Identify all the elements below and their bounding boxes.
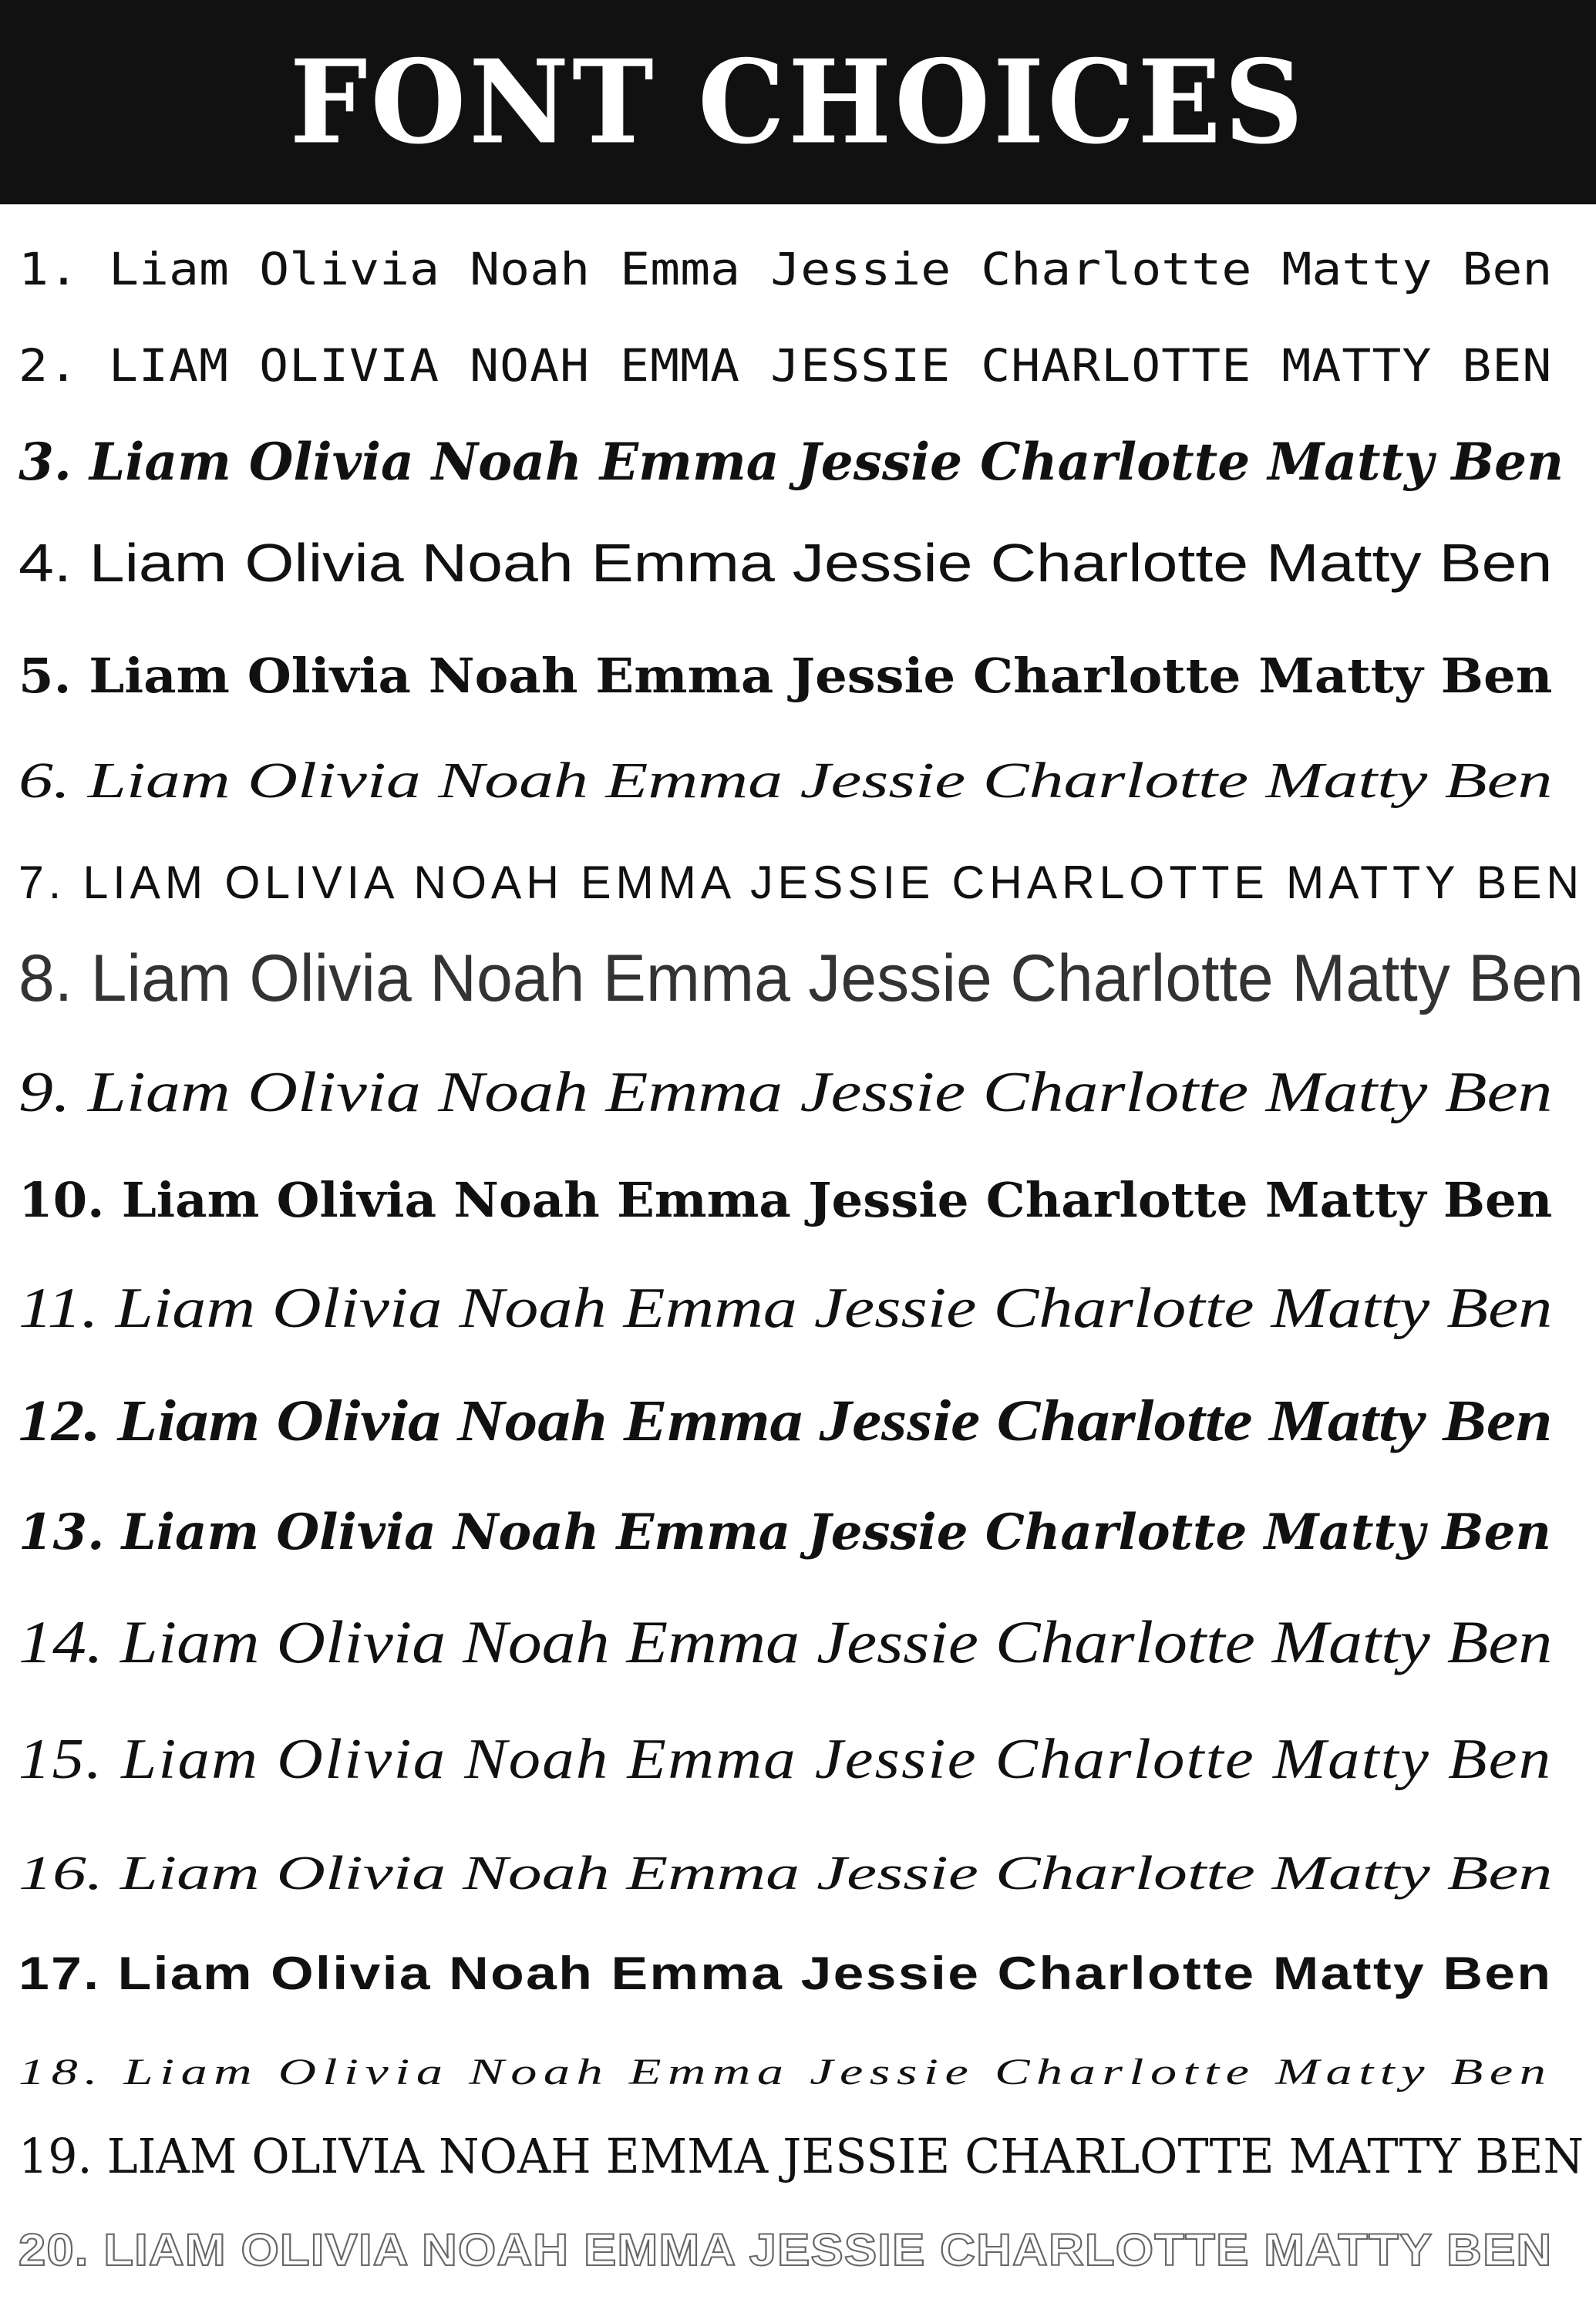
page-title: FONT CHOICES xyxy=(289,35,1307,170)
font-choice-text: 13. Liam Olivia Noah Emma Jessie Charlotte Matty Ben xyxy=(19,1503,1551,1561)
font-choices-list xyxy=(0,204,1596,2313)
font-choice-13 xyxy=(19,1503,1584,1561)
font-choice-6 xyxy=(19,752,1584,810)
font-choice-text: 1. Liam Olivia Noah Emma Jessie Charlotte Matty Ben xyxy=(19,243,1553,295)
font-choice-14 xyxy=(19,1608,1584,1677)
font-choice-text: 15. Liam Olivia Noah Emma Jessie Charlotte Matty Ben xyxy=(19,1728,1553,1791)
font-choice-11 xyxy=(19,1276,1584,1342)
font-choice-2 xyxy=(19,339,1584,392)
font-choice-text: 10. Liam Olivia Noah Emma Jessie Charlotte Matty Ben xyxy=(19,1172,1553,1228)
font-choice-text: 8. Liam Olivia Noah Emma Jessie Charlotte Matty Ben xyxy=(19,941,1584,1015)
font-choice-text: 19. LIAM OLIVIA NOAH EMMA JESSIE CHARLOTTE MATTY BEN xyxy=(19,2128,1584,2184)
font-choice-text: 3. Liam Olivia Noah Emma Jessie Charlotte Matty Ben xyxy=(19,432,1564,492)
font-choice-text: 11. Liam Olivia Noah Emma Jessie Charlotte Matty Ben xyxy=(19,1277,1553,1340)
font-choice-text: 12. Liam Olivia Noah Emma Jessie Charlotte Matty Ben xyxy=(19,1389,1553,1453)
font-choice-text: 9. Liam Olivia Noah Emma Jessie Charlotte Matty Ben xyxy=(19,1061,1553,1124)
font-choice-12 xyxy=(19,1388,1584,1455)
font-choice-3 xyxy=(19,432,1584,492)
font-choice-17 xyxy=(19,1947,1584,2000)
font-choice-19 xyxy=(19,2128,1584,2184)
font-choice-20 xyxy=(19,2224,1584,2276)
font-choice-text: 6. Liam Olivia Noah Emma Jessie Charlotte Matty Ben xyxy=(19,752,1553,809)
font-choice-text: 14. Liam Olivia Noah Emma Jessie Charlotte Matty Ben xyxy=(19,1608,1553,1675)
font-choice-16 xyxy=(19,1847,1584,1901)
font-choice-text: 2. LIAM OLIVIA NOAH EMMA JESSIE CHARLOTTE MATTY BEN xyxy=(19,339,1553,392)
font-choice-5 xyxy=(19,648,1584,704)
font-choice-text: 4. Liam Olivia Noah Emma Jessie Charlotte Matty Ben xyxy=(19,533,1553,593)
font-choice-8 xyxy=(19,941,1584,1017)
font-choice-text: 16. Liam Olivia Noah Emma Jessie Charlotte Matty Ben xyxy=(19,1847,1553,1900)
header-banner xyxy=(0,0,1596,204)
font-choice-text: 20. LIAM OLIVIA NOAH EMMA JESSIE CHARLOTTE MATTY BEN xyxy=(19,2225,1553,2275)
font-choice-7 xyxy=(19,856,1584,909)
font-choice-9 xyxy=(19,1060,1584,1126)
font-choice-15 xyxy=(19,1727,1584,1793)
font-choice-4 xyxy=(19,532,1584,594)
font-choice-text: 7. LIAM OLIVIA NOAH EMMA JESSIE CHARLOTTE MATTY BEN xyxy=(19,857,1584,908)
font-choice-text: 5. Liam Olivia Noah Emma Jessie Charlotte Matty Ben xyxy=(19,648,1553,704)
font-choice-10 xyxy=(19,1172,1584,1228)
font-choice-text: 17. Liam Olivia Noah Emma Jessie Charlotte Matty Ben xyxy=(19,1948,1553,1999)
font-choice-text: 18. Liam Olivia Noah Emma Jessie Charlotte Matty Ben xyxy=(19,2052,1553,2092)
font-choice-18 xyxy=(19,2051,1584,2093)
font-choice-1 xyxy=(19,243,1584,295)
